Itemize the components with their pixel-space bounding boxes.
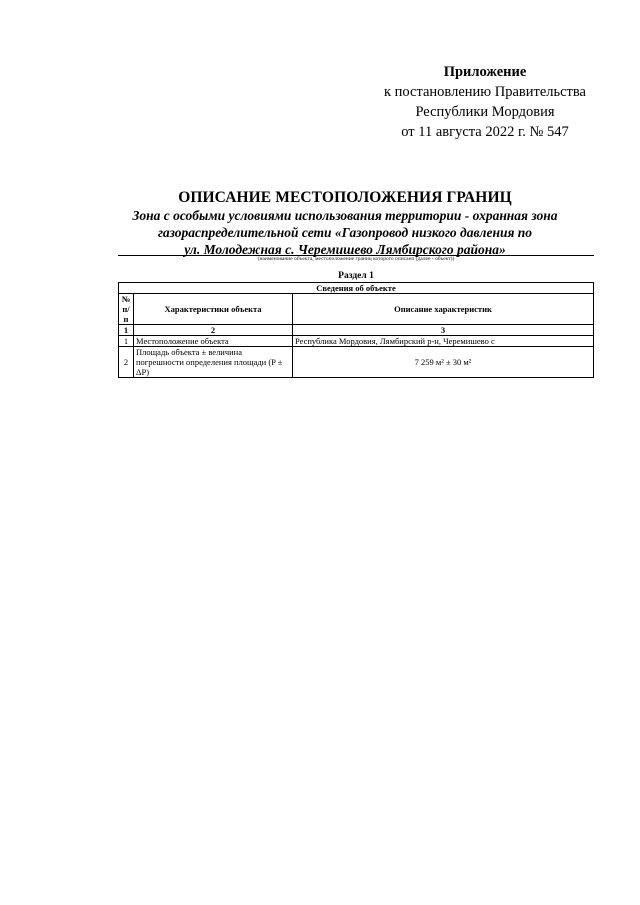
- header-num: [119, 294, 134, 325]
- table-title: Сведения об объекте: [119, 283, 594, 294]
- index-cell-3: 3: [293, 325, 594, 336]
- row-value: Республика Мордовия, Лямбирский р-н, Черемишево с: [293, 336, 594, 347]
- object-info-table: [118, 282, 594, 378]
- index-cell-2: 2: [134, 325, 293, 336]
- index-cell-1: 1: [119, 325, 134, 336]
- appendix-line-3: от 11 августа 2022 г. № 547: [401, 124, 569, 140]
- row-characteristic: Местоположение объекта: [134, 336, 293, 347]
- section-title: Раздел 1: [338, 271, 374, 281]
- appendix-block: [360, 62, 610, 142]
- object-caption: (наименование объекта, местоположение границ которого описано (далее - объект)): [257, 256, 455, 262]
- document-title: ОПИСАНИЕ МЕСТОПОЛОЖЕНИЯ ГРАНИЦ: [178, 189, 512, 206]
- table-row: [119, 336, 594, 347]
- appendix-line-1: к постановлению Правительства: [384, 84, 586, 100]
- table-index-row: [119, 325, 594, 336]
- header-description: Описание характеристик: [293, 294, 594, 325]
- row-value: 7 259 м² ± 30 м²: [293, 347, 594, 378]
- table-header-row: [119, 294, 594, 325]
- object-name-line-3: ул. Молодежная с. Черемишево Лямбирского района»: [184, 242, 506, 257]
- row-num: 2: [119, 347, 134, 378]
- object-name-line-2: газораспределительной сети «Газопровод низкого давления по: [157, 225, 533, 240]
- header-num-line-1: №: [121, 294, 131, 304]
- appendix-title: Приложение: [443, 64, 527, 80]
- row-num: 1: [119, 336, 134, 347]
- row-characteristic: Площадь объекта ± величина погрешности определения площади (P ± ΔP): [134, 347, 293, 378]
- appendix-line-2: Республики Мордовия: [415, 104, 555, 120]
- table-row: [119, 347, 594, 378]
- header-num-line-2: п/п: [122, 304, 130, 324]
- document-heading: [100, 188, 590, 258]
- object-name-line-1: Зона с особыми условиями использования территории - охранная зона: [132, 208, 558, 223]
- table-title-row: [119, 283, 594, 294]
- header-characteristics: Характеристики объекта: [134, 294, 293, 325]
